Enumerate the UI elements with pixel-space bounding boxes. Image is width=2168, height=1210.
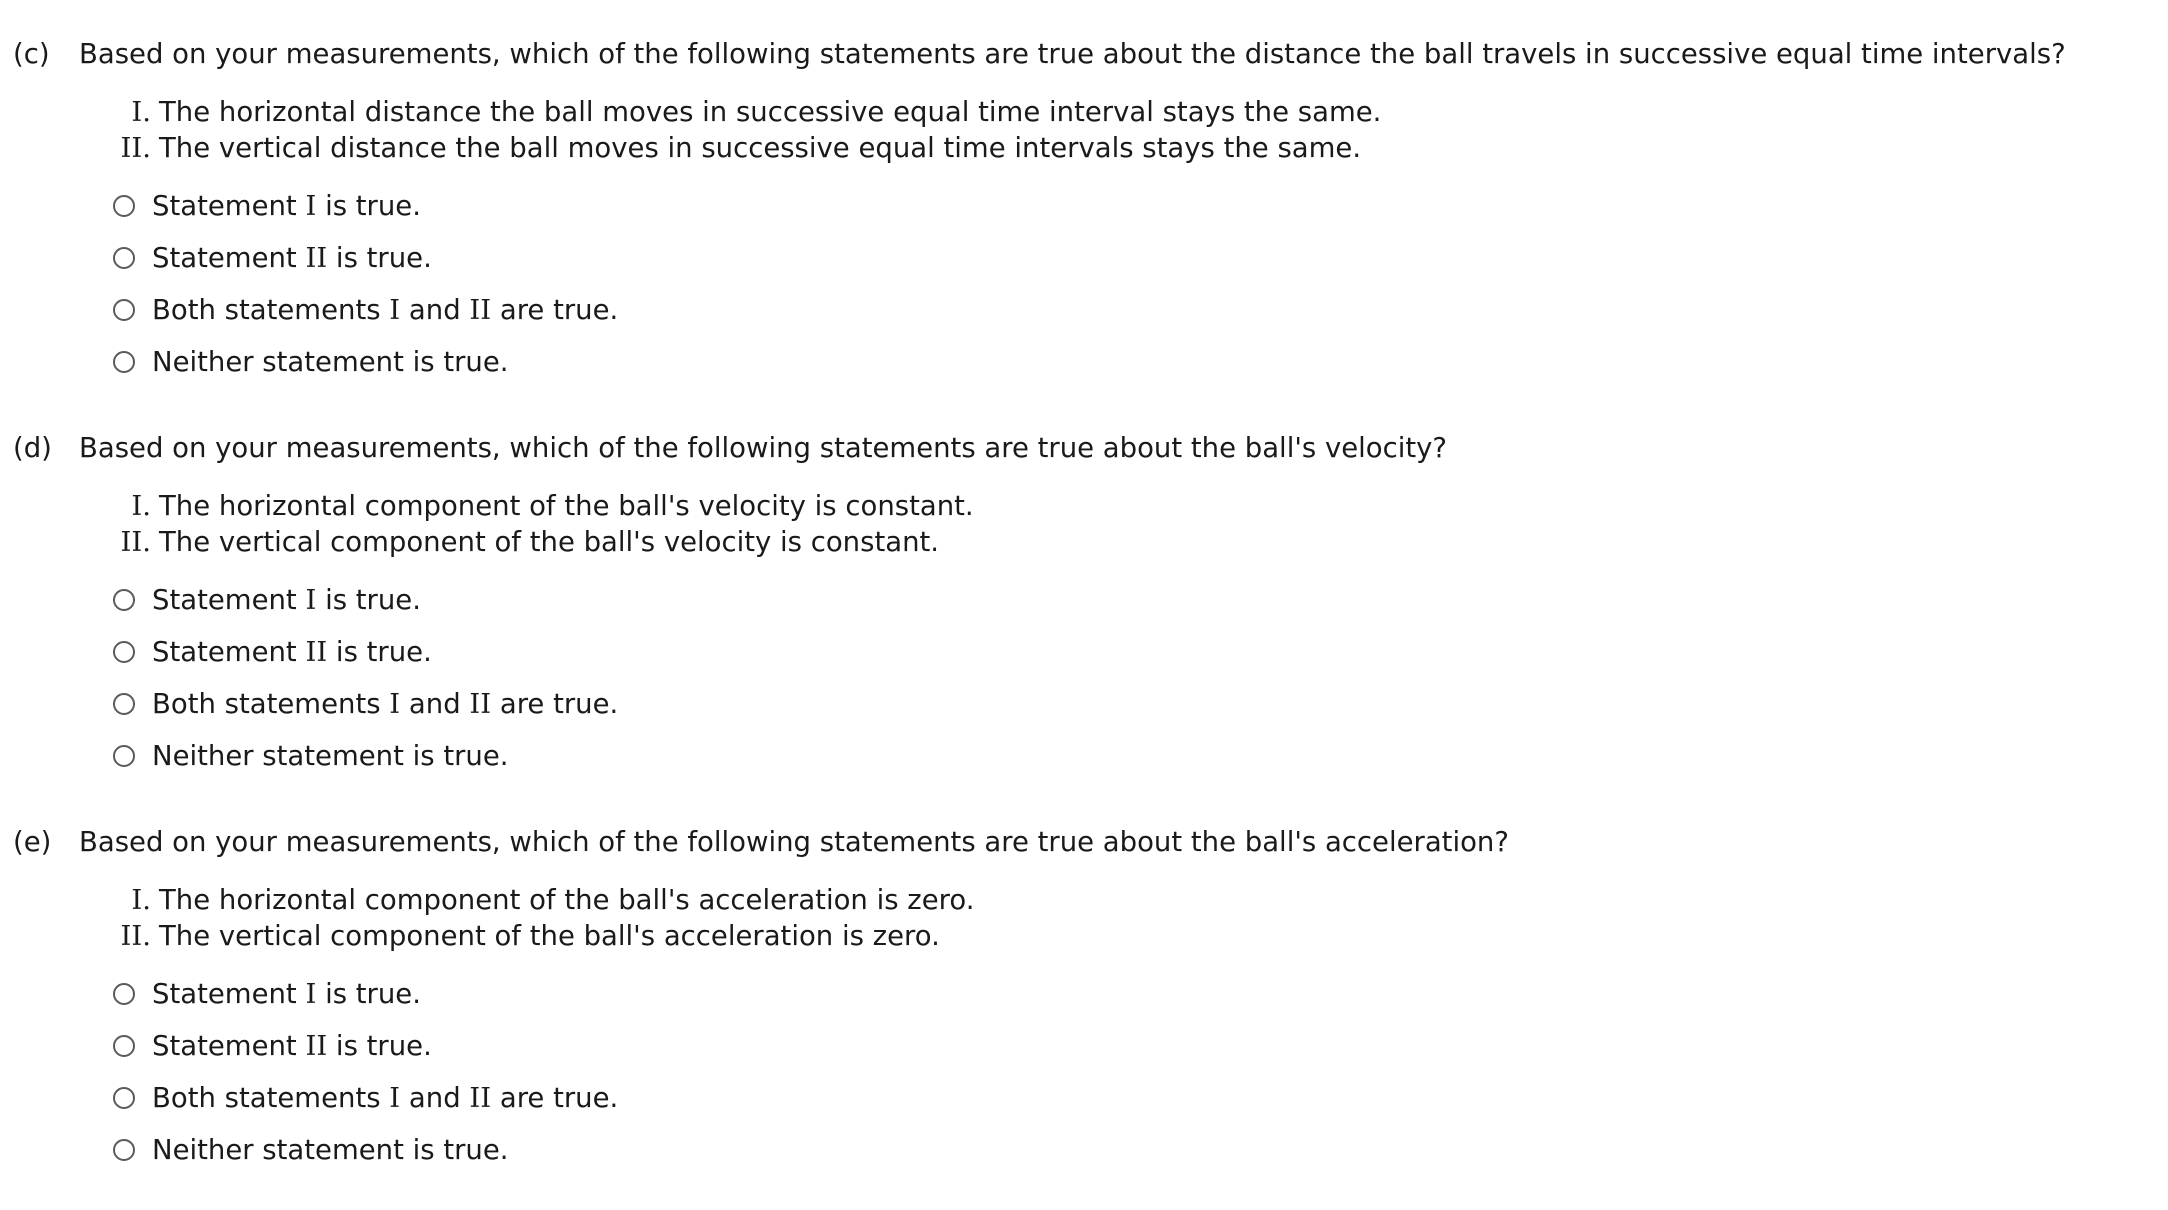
statement-text: The horizontal component of the ball's acceleration is zero. [159, 884, 975, 916]
statement-number: I. [131, 884, 151, 916]
radio-button[interactable] [113, 745, 135, 767]
radio-button[interactable] [113, 693, 135, 715]
question-e [13, 824, 2153, 1176]
statement-list [111, 488, 2153, 560]
option-label: Neither statement is true. [152, 346, 509, 378]
answer-options [113, 968, 2153, 1176]
statement-i [111, 94, 2153, 130]
statement-number: I. [131, 490, 151, 522]
statement-number: II. [120, 920, 151, 952]
statement-ii [111, 130, 2153, 166]
statement-number: II. [120, 526, 151, 558]
radio-button[interactable] [113, 1035, 135, 1057]
option-label: Statement II is true. [152, 242, 432, 274]
option-statement-i-true[interactable] [113, 968, 2153, 1020]
option-label: Both statements I and II are true. [152, 1082, 619, 1114]
radio-button[interactable] [113, 641, 135, 663]
statement-text: The vertical component of the ball's acceleration is zero. [159, 920, 940, 952]
option-statement-i-true[interactable] [113, 180, 2153, 232]
radio-button[interactable] [113, 195, 135, 217]
option-label: Both statements I and II are true. [152, 688, 619, 720]
option-neither-true[interactable] [113, 730, 2153, 782]
statement-text: The vertical distance the ball moves in successive equal time intervals stays the same. [159, 132, 1362, 164]
answer-options [113, 180, 2153, 388]
answer-options [113, 574, 2153, 782]
option-label: Statement II is true. [152, 1030, 432, 1062]
option-statement-i-true[interactable] [113, 574, 2153, 626]
option-label: Both statements I and II are true. [152, 294, 619, 326]
question-letter: (e) [13, 826, 52, 858]
option-label: Statement I is true. [152, 190, 421, 222]
option-neither-true[interactable] [113, 1124, 2153, 1176]
radio-button[interactable] [113, 983, 135, 1005]
option-label: Statement II is true. [152, 636, 432, 668]
question-d [13, 430, 2153, 782]
option-statement-ii-true[interactable] [113, 1020, 2153, 1072]
question-header [13, 430, 2153, 466]
question-prompt: Based on your measurements, which of the following statements are true about the distance the ball travels in successive equal time intervals? [79, 38, 2066, 70]
option-both-true[interactable] [113, 1072, 2153, 1124]
statement-number: I. [131, 96, 151, 128]
radio-button[interactable] [113, 299, 135, 321]
option-neither-true[interactable] [113, 336, 2153, 388]
option-both-true[interactable] [113, 678, 2153, 730]
question-prompt: Based on your measurements, which of the following statements are true about the ball's acceleration? [79, 826, 1509, 858]
statement-text: The vertical component of the ball's velocity is constant. [159, 526, 940, 558]
statement-i [111, 882, 2153, 918]
statement-list [111, 882, 2153, 954]
option-both-true[interactable] [113, 284, 2153, 336]
option-label: Neither statement is true. [152, 740, 509, 772]
option-label: Neither statement is true. [152, 1134, 509, 1166]
question-prompt: Based on your measurements, which of the following statements are true about the ball's velocity? [79, 432, 1448, 464]
statement-text: The horizontal component of the ball's velocity is constant. [159, 490, 974, 522]
statement-text: The horizontal distance the ball moves in successive equal time interval stays the same. [159, 96, 1382, 128]
radio-button[interactable] [113, 1139, 135, 1161]
statement-ii [111, 524, 2153, 560]
radio-button[interactable] [113, 589, 135, 611]
question-letter: (c) [13, 38, 50, 70]
radio-button[interactable] [113, 1087, 135, 1109]
question-c [13, 36, 2153, 388]
radio-button[interactable] [113, 247, 135, 269]
option-label: Statement I is true. [152, 978, 421, 1010]
statement-list [111, 94, 2153, 166]
option-statement-ii-true[interactable] [113, 626, 2153, 678]
statement-i [111, 488, 2153, 524]
statement-number: II. [120, 132, 151, 164]
radio-button[interactable] [113, 351, 135, 373]
option-label: Statement I is true. [152, 584, 421, 616]
question-header [13, 824, 2153, 860]
option-statement-ii-true[interactable] [113, 232, 2153, 284]
statement-ii [111, 918, 2153, 954]
question-letter: (d) [13, 432, 52, 464]
question-header [13, 36, 2153, 72]
